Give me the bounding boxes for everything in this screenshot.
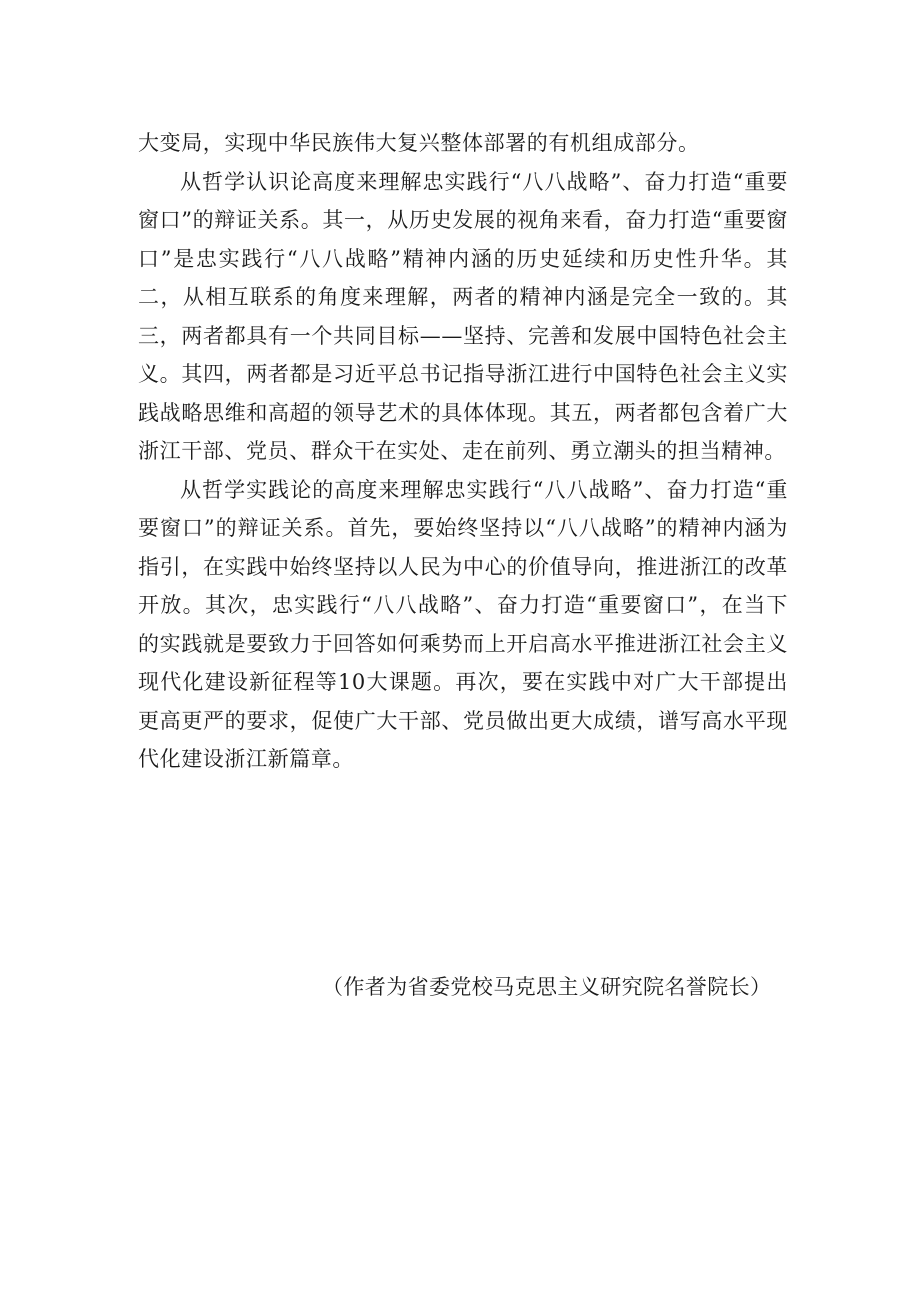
paragraph-continuation: 大变局，实现中华民族伟大复兴整体部署的有机组成部分。 [138,131,700,155]
author-note: （作者为省委党校马克思主义研究院名誉院长） [322,975,772,999]
paragraph-practice-theory: 从哲学实践论的高度来理解忠实践行“八八战略”、奋力打造“重要窗口”的辩证关系。首先，要始终坚持以“八八战略”的精神内涵为指引，在实践中始终坚持以人民为中心的价值导向，推进浙江的改革开放。其次，忠实践行“八八战略”、奋力打造“重要窗口”，在当下的实践就是要致力于回答如何乘势而上开启高水平推进浙江社会主义现代化建设新征程等10大课题。再次，要在实践中对广大干部提出更高更严的要求，促使广大干部、党员做出更大成绩，谱写高水平现代化建设浙江新篇章。 [138,477,788,771]
article-body [138,124,788,779]
paragraph-epistemology: 从哲学认识论高度来理解忠实践行“八八战略”、奋力打造“重要窗口”的辩证关系。其一，从历史发展的视角来看，奋力打造“重要窗口”是忠实践行“八八战略”精神内涵的历史延续和历史性升华。其二，从相互联系的角度来理解，两者的精神内涵是完全一致的。其三，两者都具有一个共同目标——坚持、完善和发展中国特色社会主义。其四，两者都是习近平总书记指导浙江进行中国特色社会主义实践战略思维和高超的领导艺术的具体体现。其五，两者都包含着广大浙江干部、党员、群众干在实处、走在前列、勇立潮头的担当精神。 [138,169,788,463]
